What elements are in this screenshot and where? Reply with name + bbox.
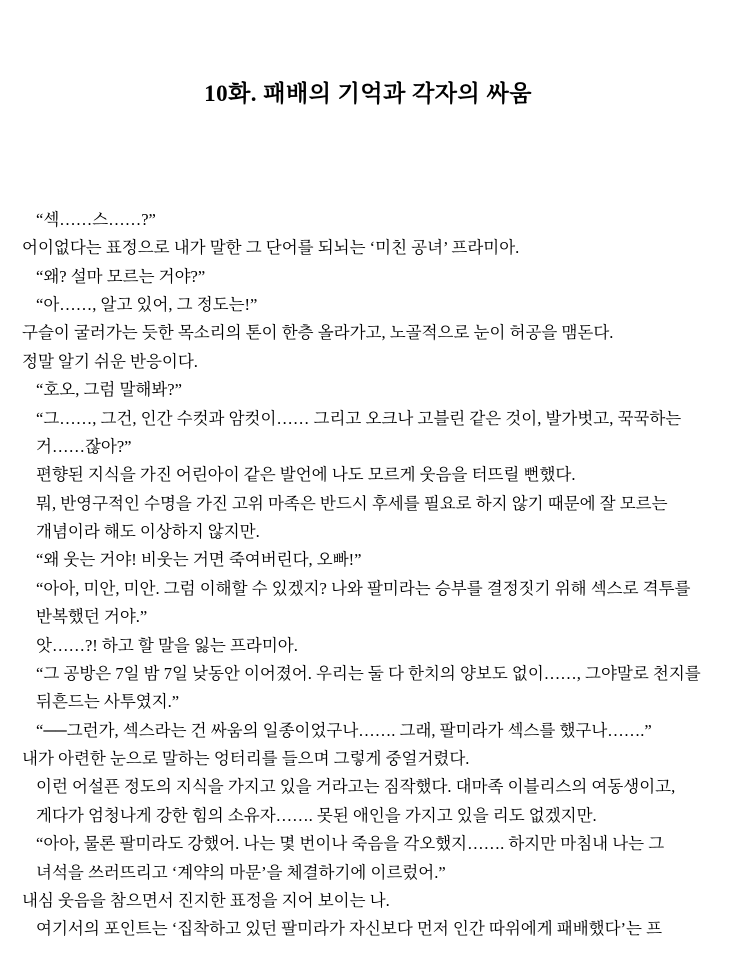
paragraph: “그 공방은 7일 밤 7일 낮동안 이어졌어. 우리는 둘 다 한치의 양보도 없이……, 그야말로 천지를 뒤흔드는 사투였지.” xyxy=(36,663,701,712)
paragraph: 이런 어설픈 정도의 지식을 가지고 있을 거라고는 짐작했다. 대마족 이블리스의 여동생이고, 게다가 엄청나게 강한 힘의 소유자……. 못된 애인을 가지고 있을 리도 없겠지만. xyxy=(36,777,676,825)
paragraph: “아……, 알고 있어, 그 정도는!” xyxy=(36,295,258,315)
paragraph: 어이없다는 표정으로 내가 말한 그 단어를 되뇌는 ‘미친 공녀’ 프라미아. xyxy=(22,238,520,258)
chapter-title: 10화. 패배의 기억과 각자의 싸움 xyxy=(204,81,532,106)
paragraph: “왜? 설마 모르는 거야?” xyxy=(36,266,206,286)
paragraph: “호오, 그럼 말해봐?” xyxy=(36,380,182,400)
paragraph: “──그런가, 섹스라는 건 싸움의 일종이었구나……. 그래, 팔미라가 섹스를 했구나…….” xyxy=(36,720,652,740)
paragraph: 정말 알기 쉬운 반응이다. xyxy=(22,351,198,371)
body-text xyxy=(22,206,714,944)
paragraph: “그……, 그건, 인간 수컷과 암컷이…… 그리고 오크나 고블린 같은 것이, 발가벗고, 꾹꾹하는 거……잖아?” xyxy=(36,408,682,456)
paragraph: 여기서의 포인트는 ‘집착하고 있던 팔미라가 자신보다 먼저 인간 따위에게 패배했다’는 프 xyxy=(36,919,663,939)
paragraph: 내가 아련한 눈으로 말하는 엉터리를 들으며 그렇게 중얼거렸다. xyxy=(22,749,470,769)
paragraph: 뭐, 반영구적인 수명을 가진 고위 마족은 반드시 후세를 필요로 하지 않기 때문에 잘 모르는 개념이라 해도 이상하지 않지만. xyxy=(36,493,668,542)
paragraph: “아아, 미안, 미안. 그럼 이해할 수 있겠지? 나와 팔미라는 승부를 결정짓기 위해 섹스로 격투를 반복했던 거야.” xyxy=(36,578,691,627)
paragraph: 앗……?! 하고 할 말을 잃는 프라미아. xyxy=(36,635,298,655)
paragraph: 내심 웃음을 참으면서 진지한 표정을 지어 보이는 나. xyxy=(22,890,390,910)
paragraph: 편향된 지식을 가진 어린아이 같은 발언에 나도 모르게 웃음을 터뜨릴 뻔했다. xyxy=(36,465,576,485)
paragraph: 구슬이 굴러가는 듯한 목소리의 톤이 한층 올라가고, 노골적으로 눈이 허공을 맴돈다. xyxy=(22,323,614,343)
paragraph: “섹……스……?” xyxy=(36,209,156,229)
paragraph: “아아, 물론 팔미라도 강했어. 나는 몇 번이나 죽음을 각오했지……. 하지만 마침내 나는 그 녀석을 쓰러뜨리고 ‘계약의 마문’을 체결하기에 이르렀어.” xyxy=(36,834,665,882)
paragraph: “왜 웃는 거야! 비웃는 거면 죽여버린다, 오빠!” xyxy=(36,550,362,570)
